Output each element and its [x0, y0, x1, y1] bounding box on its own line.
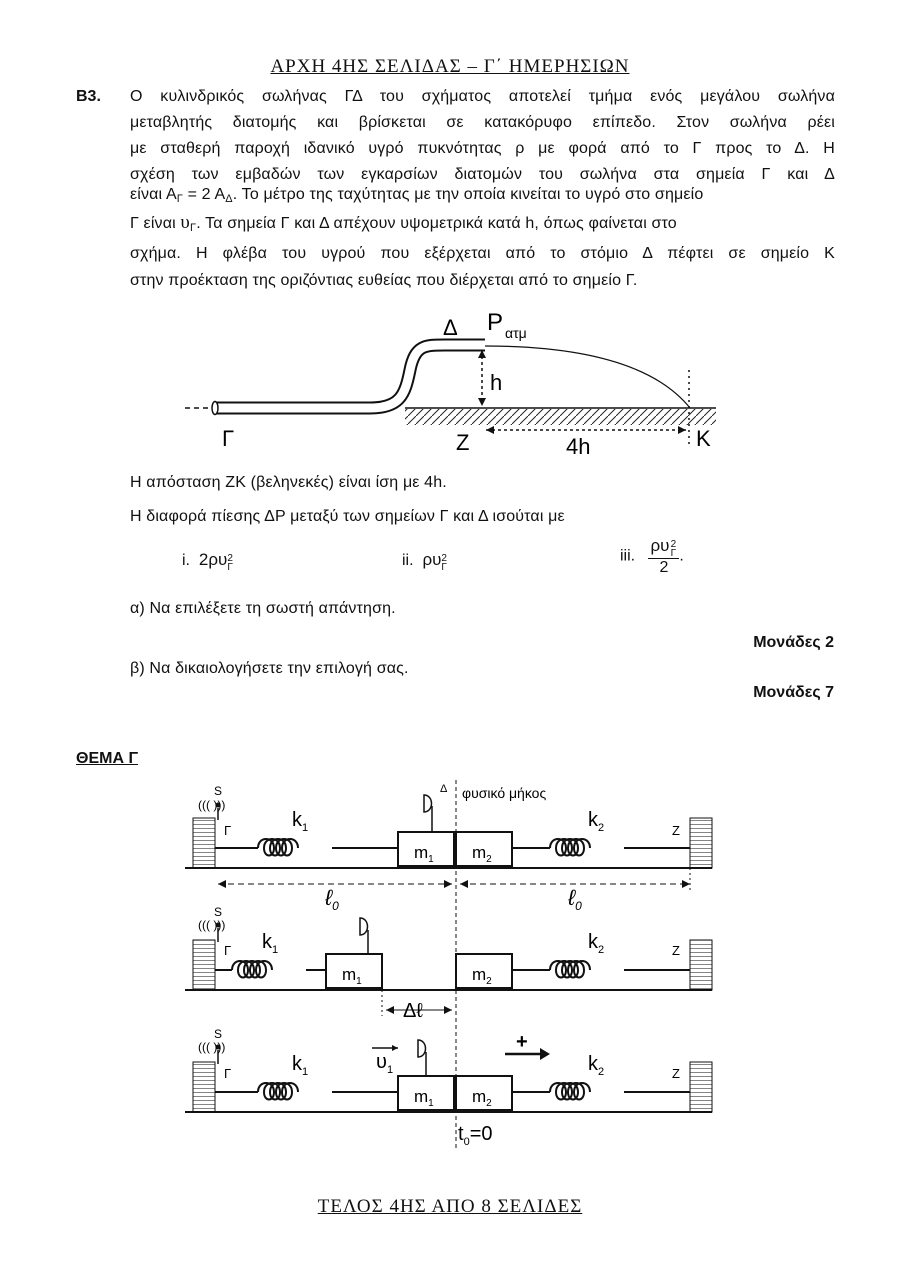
subscript: Δ — [225, 193, 233, 205]
right-wall — [690, 940, 712, 990]
option-expression: ρυ — [422, 550, 442, 569]
option-expression: 2ρυ — [198, 550, 228, 569]
detector-icon — [360, 918, 368, 935]
superscript: 2 — [670, 539, 677, 550]
option-iii — [620, 536, 684, 577]
spring-k1 — [258, 1083, 298, 1100]
fraction-numerator — [648, 536, 679, 559]
left-wall — [193, 818, 215, 868]
sound-waves-icon: ((( ))) — [198, 798, 226, 812]
part-b: β) Να δικαιολογήσετε την επιλογή σας. — [130, 660, 409, 677]
option-label: ii. — [402, 552, 414, 569]
arrowhead — [392, 1045, 398, 1051]
subscript: Γ — [670, 548, 677, 559]
units-b: Μονάδες 7 — [753, 684, 834, 701]
spring-mass-figure — [0, 770, 900, 1160]
question-line-1: Ο κυλινδρικός σωλήνας ΓΔ του σχήματος αποτελεί τμήμα ενός μεγάλου σωλήνα — [130, 88, 835, 105]
text-segment: . Τα σημεία Γ και Δ απέχουν υψομετρικά κατά h, όπως φαίνεται στο — [196, 215, 677, 232]
arrowhead — [678, 426, 686, 434]
label-z: Z — [456, 430, 470, 455]
option-label: i. — [182, 552, 190, 569]
range-statement: Η απόσταση ΖΚ (βεληνεκές) είναι ίση με 4h. — [130, 474, 447, 491]
spring-k2-label: $k_2$ — [588, 809, 605, 834]
tube-inner — [215, 345, 485, 408]
units-a: Μονάδες 2 — [753, 634, 834, 651]
question-line-3: με σταθερή παροχή ιδανικό υγρό πυκνότητας ρ με φορά από το Γ προς το Δ. Η — [130, 140, 835, 157]
subscript: Γ — [176, 193, 183, 205]
left-wall — [193, 1062, 215, 1112]
spring-k2 — [550, 961, 590, 978]
sound-waves-icon: ((( ))) — [198, 1040, 226, 1054]
t0-label: $t_0=0$ — [458, 1123, 493, 1148]
tube-figure — [0, 300, 900, 470]
mass-m2-label: $m_2$ — [472, 965, 492, 987]
text-segment: Γ είναι — [130, 215, 181, 232]
row-1-equilibrium — [185, 783, 712, 913]
wall-label-gamma: Γ — [224, 1066, 232, 1081]
natural-length-label: φυσικό μήκος — [462, 785, 547, 801]
superscript: 2 — [227, 553, 233, 564]
question-line-7: σχήμα. Η φλέβα του υγρού που εξέρχεται από το στόμιο Δ πέφτει σε σημείο Κ — [130, 245, 835, 262]
option-label: iii. — [620, 547, 636, 565]
velocity-symbol: υ — [180, 212, 190, 233]
spring-k1-compressed — [232, 961, 272, 978]
label-4h: 4h — [566, 434, 591, 459]
label-k: K — [696, 426, 711, 451]
arrowhead — [218, 880, 226, 888]
question-line-6 — [130, 212, 677, 234]
arrowhead — [486, 426, 494, 434]
ground-hatching — [405, 409, 716, 425]
option-ii — [402, 550, 449, 572]
script-pair — [669, 540, 677, 558]
label-p-sub: ατμ — [505, 325, 527, 341]
superscript: 2 — [441, 553, 447, 564]
spring-k1-label: $k_1$ — [292, 809, 309, 834]
mass-m1-label: $m_1$ — [414, 843, 434, 865]
row-3-release — [185, 1027, 712, 1148]
source-label: S — [214, 905, 223, 919]
subscript: Γ — [227, 562, 233, 573]
fraction-denominator: 2 — [659, 559, 669, 576]
fraction — [648, 536, 679, 577]
option-i — [182, 550, 235, 572]
label-p: P — [487, 309, 504, 336]
wall-label-gamma: Γ — [224, 943, 232, 958]
question-line-5 — [130, 186, 703, 205]
page-header: ΑΡΧΗ 4ΗΣ ΣΕΛΙΔΑΣ – Γ΄ ΗΜΕΡΗΣΙΩΝ — [270, 56, 630, 77]
tube-opening-gamma — [212, 402, 218, 415]
mass-m2-label: $m_2$ — [472, 843, 492, 865]
mass-m1-label: $m_1$ — [414, 1087, 434, 1109]
wall-label-gamma: Γ — [224, 823, 232, 838]
arrowhead — [540, 1048, 550, 1060]
wall-label-z: Z — [672, 1066, 680, 1081]
mass-m1-label: $m_1$ — [342, 965, 362, 987]
delta-l-label: Δℓ — [403, 1000, 423, 1022]
spring-k1-label: $k_1$ — [262, 931, 279, 956]
arrowhead — [478, 398, 486, 406]
wall-label-z: Z — [672, 943, 680, 958]
detector-icon — [418, 1040, 426, 1057]
question-line-2: μεταβλητής διατομής και βρίσκεται σε κατακόρυφο επίπεδο. Στον σωλήνα ρέει — [130, 114, 835, 131]
question-line-4: σχέση των εμβαδών των εγκαρσίων διατομών του σωλήνα στα σημεία Γ και Δ — [130, 166, 835, 183]
spring-k2 — [550, 1083, 590, 1100]
script-pair — [227, 554, 235, 572]
arrowhead — [682, 880, 690, 888]
question-number: Β3. — [76, 88, 101, 105]
label-gamma: Γ — [222, 426, 235, 451]
option-expression: ρυ — [650, 536, 670, 555]
l0-right-label: ℓ$_0$ — [568, 885, 582, 913]
spring-k1 — [258, 839, 298, 856]
arrowhead — [460, 880, 468, 888]
mass-m2-label: $m_2$ — [472, 1087, 492, 1109]
subscript: Γ — [441, 562, 447, 573]
row-2-compressed — [185, 905, 712, 1022]
spring-k1-label: $k_1$ — [292, 1053, 309, 1078]
option-end-period: . — [679, 547, 684, 565]
theme-heading: ΘΕΜΑ Γ — [76, 750, 139, 767]
subscript: Γ — [189, 222, 197, 234]
sound-waves-icon: ((( ))) — [198, 918, 226, 932]
label-h: h — [490, 370, 503, 395]
tube-outer — [215, 345, 485, 408]
page-footer: ΤΕΛΟΣ 4ΗΣ ΑΠΟ 8 ΣΕΛΙΔΕΣ — [317, 1196, 583, 1217]
text-segment: . Το μέτρο της ταχύτητας με την οποία κινείται το υγρό στο σημείο — [232, 186, 704, 203]
detector-icon — [424, 795, 432, 812]
script-pair — [441, 554, 449, 572]
spring-k2-label: $k_2$ — [588, 931, 605, 956]
l0-left-label: ℓ$_0$ — [325, 885, 339, 913]
detector-label: Δ — [440, 783, 448, 795]
text-segment: είναι Α — [130, 186, 177, 203]
right-wall — [690, 1062, 712, 1112]
label-delta: Δ — [443, 315, 458, 340]
arrowhead — [444, 880, 452, 888]
text-segment: = 2 Α — [183, 186, 226, 203]
arrowhead — [386, 1006, 394, 1014]
velocity-label: $\upsilon_1$ — [376, 1051, 394, 1076]
positive-direction-label: + — [516, 1031, 528, 1053]
liquid-jet — [485, 346, 690, 408]
question-line-8: στην προέκταση της οριζόντιας ευθείας που διέρχεται από το σημείο Γ. — [130, 272, 638, 289]
right-wall — [690, 818, 712, 868]
spring-k2 — [550, 839, 590, 856]
source-label: S — [214, 1027, 223, 1041]
pressure-statement: Η διαφορά πίεσης ΔΡ μεταξύ των σημείων Γ και Δ ισούται με — [130, 508, 565, 525]
wall-label-z: Z — [672, 823, 680, 838]
source-label: S — [214, 784, 223, 798]
spring-k2-label: $k_2$ — [588, 1053, 605, 1078]
left-wall — [193, 940, 215, 990]
part-a: α) Να επιλέξετε τη σωστή απάντηση. — [130, 600, 396, 617]
arrowhead — [444, 1006, 452, 1014]
